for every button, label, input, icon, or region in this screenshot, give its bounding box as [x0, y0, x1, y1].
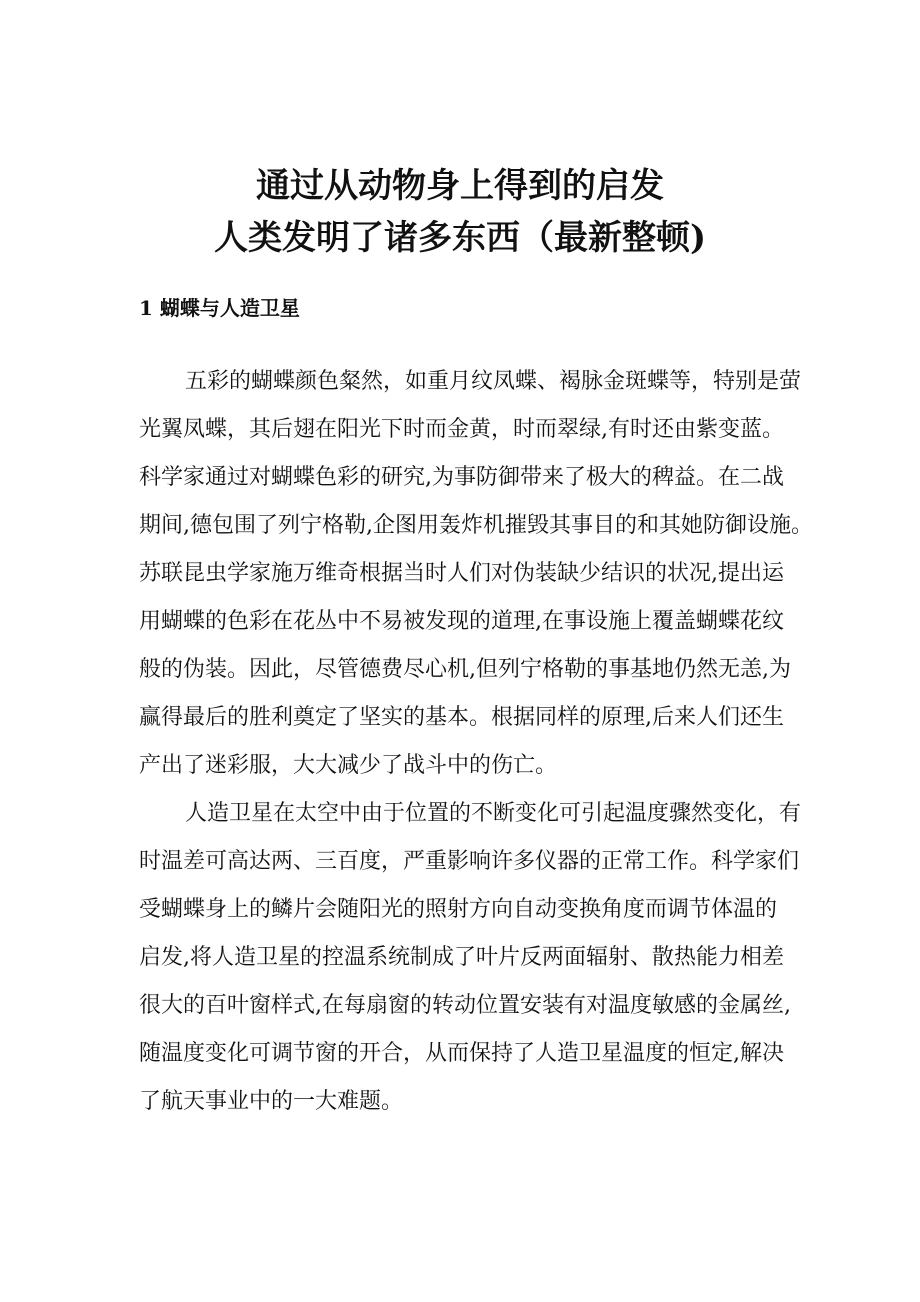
paragraph-1-line-7: 般的伪装。因此，尽管德费尽心机,但列宁格勒的事基地仍然无恙,为 — [139, 657, 791, 682]
paragraph-2-line-7: 了航天事业中的一大难题。 — [139, 1089, 404, 1114]
document-title-line-2: 人类发明了诸多东西（最新整顿) — [213, 218, 707, 258]
paragraph-1-line-8: 赢得最后的胜利奠定了坚实的基本。根据同样的原理,后来人们还生 — [139, 705, 784, 730]
paragraph-2-line-2: 时温差可高达两、三百度，严重影响许多仪器的正常工作。科学家们 — [139, 849, 800, 874]
paragraph-1-line-9: 产出了迷彩服，大大减少了战斗中的伤亡。 — [139, 753, 558, 778]
paragraph-2-line-1: 人造卫星在太空中由于位置的不断变化可引起温度骤然变化，有 — [185, 801, 802, 826]
section-heading: 1 蝴蝶与人造卫星 — [139, 296, 300, 320]
paragraph-1-line-6: 用蝴蝶的色彩在花丛中不易被发现的道理,在事设施上覆盖蝴蝶花纹 — [139, 609, 784, 634]
paragraph-2-line-4: 启发,将人造卫星的控温系统制成了叶片反两面辐射、散热能力相差 — [139, 945, 784, 970]
paragraph-1-line-3: 科学家通过对蝴蝶色彩的研究,为事防御带来了极大的稗益。在二战 — [139, 465, 784, 490]
paragraph-2-line-6: 随温度变化可调节窗的开合，从而保持了人造卫星温度的恒定,解决 — [139, 1041, 784, 1066]
paragraph-2-line-5: 很大的百叶窗样式,在每扇窗的转动位置安装有对温度敏感的金属丝, — [139, 993, 791, 1018]
paragraph-1-line-4: 期间,德包围了列宁格勒,企图用轰炸机摧毁其事目的和其她防御设施。 — [139, 513, 813, 538]
paragraph-1-line-1: 五彩的蝴蝶颜色粲然，如重月纹凤蝶、褐脉金斑蝶等，特别是萤 — [185, 369, 802, 394]
paragraph-1-line-5: 苏联昆虫学家施万维奇根据当时人们对伪装缺少结识的状况,提出运 — [139, 561, 784, 586]
document-title-line-1: 通过从动物身上得到的启发 — [256, 166, 664, 206]
paragraph-1-line-2: 光翼凤蝶，其后翅在阳光下时而金黄，时而翠绿,有时还由紫变蓝。 — [139, 417, 784, 442]
paragraph-2-line-3: 受蝴蝶身上的鳞片会随阳光的照射方向自动变换角度而调节体温的 — [139, 897, 778, 922]
